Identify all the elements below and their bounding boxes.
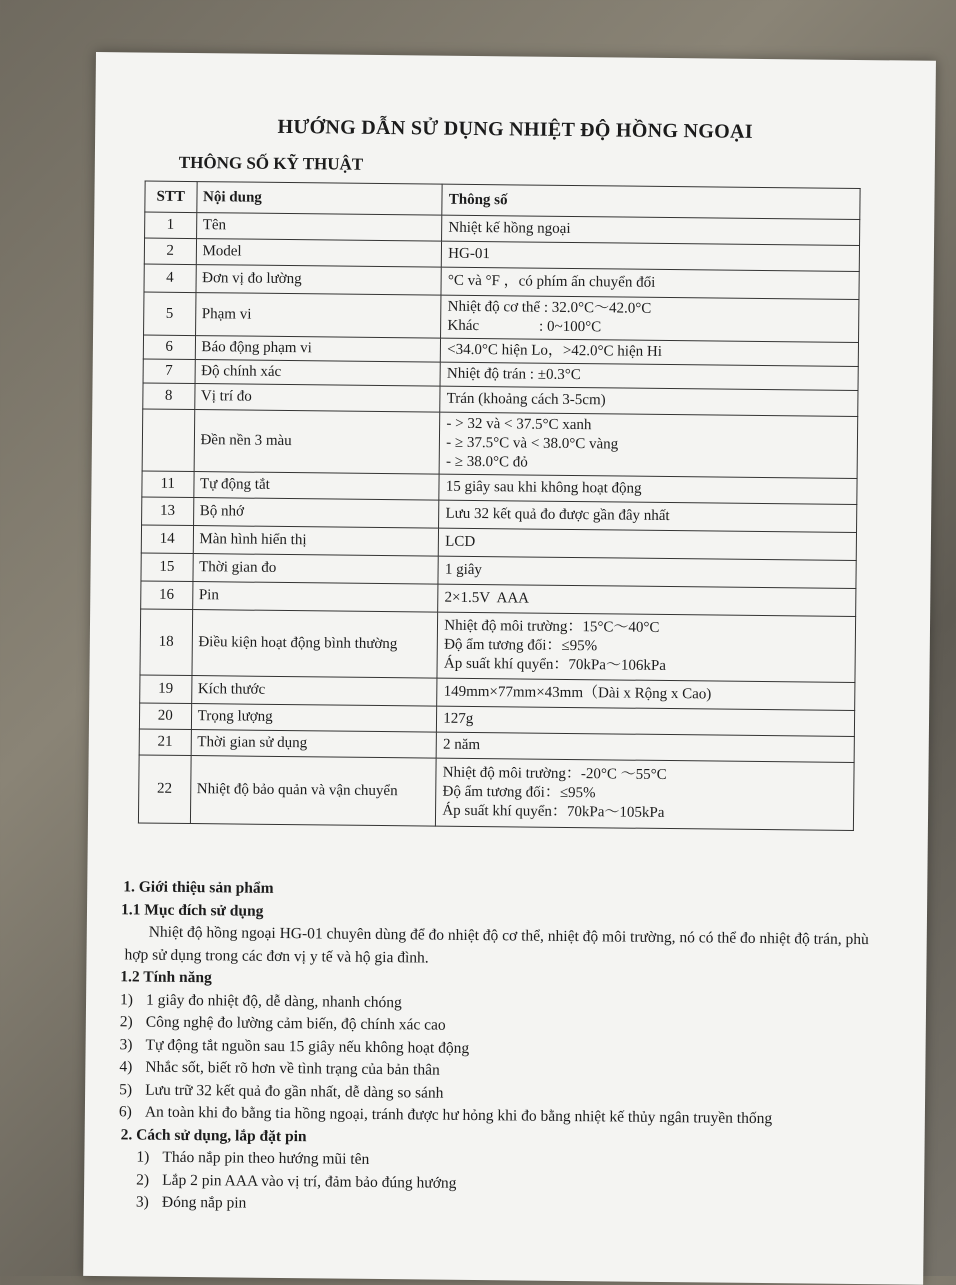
row-value <box>439 528 857 560</box>
row-value <box>441 267 859 299</box>
row-content: Vị trí đo <box>194 384 440 413</box>
row-value-line: HG-01 <box>448 245 490 263</box>
step-text: Tháo nắp pin theo hướng mũi tên <box>162 1148 370 1168</box>
row-stt: 18 <box>140 609 192 676</box>
features-heading: 1.2 Tính năng <box>120 968 212 987</box>
feature-number: 5) <box>119 1080 133 1098</box>
feature-text: Nhắc sốt, biết rõ hơn về tình trạng của bản thân <box>145 1058 440 1079</box>
feature-text: 1 giây đo nhiệt độ, dễ dàng, nhanh chóng <box>145 991 402 1011</box>
row-value-line: <34.0°C hiện Lo，>42.0°C hiện Hi <box>447 341 663 360</box>
row-content: Đơn vị đo lường <box>196 265 442 296</box>
row-content: Model <box>196 239 442 268</box>
row-value <box>439 412 857 478</box>
section-2-heading: 2. Cách sử dụng, lắp đặt pin <box>120 1125 307 1145</box>
row-stt: 2 <box>144 238 196 265</box>
document-body <box>118 876 881 1221</box>
row-value-line: Áp suất khí quyển：70kPa～105kPa <box>442 802 665 821</box>
row-value-line: Nhiệt độ môi trường：-20°C ～55°C <box>442 764 667 784</box>
row-stt: 14 <box>141 525 193 554</box>
row-stt: 19 <box>140 675 192 704</box>
step-text: Lắp 2 pin AAA vào vị trí, đảm bảo đúng hướng <box>162 1171 457 1192</box>
row-content: Màn hình hiển thị <box>193 526 439 557</box>
feature-text: Công nghệ đo lường cảm biến, độ chính xác cao <box>145 1013 446 1034</box>
row-value <box>437 678 855 710</box>
header-value: Thông số <box>442 184 860 219</box>
row-content: Trọng lượng <box>191 704 437 733</box>
row-content: Điều kiện hoạt động bình thường <box>192 610 438 679</box>
spec-table-row <box>138 755 854 830</box>
header-content: Nội dung <box>196 182 442 216</box>
row-content: Tự động tắt <box>193 472 439 501</box>
spec-table-body <box>138 212 859 830</box>
row-stt: 1 <box>145 212 197 239</box>
spec-table-row <box>144 292 859 342</box>
row-stt: 16 <box>141 581 193 610</box>
row-value <box>438 556 856 588</box>
row-content: Phạm vi <box>195 293 441 339</box>
section-1-heading: 1. Giới thiệu sản phẩm <box>123 878 274 897</box>
feature-text: Tự động tắt nguồn sau 15 giây nếu không hoạt động <box>145 1036 470 1057</box>
row-stt <box>142 409 194 472</box>
feature-number: 4) <box>119 1058 133 1076</box>
row-value <box>436 758 854 830</box>
row-value-line: 2 năm <box>442 736 481 754</box>
row-value-line: - ≥ 38.0°C đỏ <box>445 453 528 471</box>
row-stt: 15 <box>141 553 193 582</box>
step-number: 1) <box>136 1148 150 1166</box>
step-number: 2) <box>136 1170 150 1189</box>
row-stt: 11 <box>142 471 194 498</box>
spec-heading: THÔNG SỐ KỸ THUẬT <box>178 152 364 174</box>
row-content: Thời gian đo <box>193 554 439 585</box>
spec-table-row <box>140 609 856 682</box>
row-value-line: Nhiệt độ môi trường：15°C～40°C <box>444 617 660 636</box>
row-value-line: LCD <box>445 533 476 550</box>
row-value-line: 127g <box>443 710 474 727</box>
row-value-line: Nhiệt kế hồng ngoại <box>448 219 571 237</box>
feature-number: 2) <box>119 1013 133 1031</box>
row-content: Nhiệt độ bảo quản và vận chuyển <box>190 756 436 827</box>
spec-table-row <box>142 409 858 478</box>
row-value-line: °C và °F ，có phím ấn chuyển đổi <box>447 272 656 291</box>
features-list <box>119 989 880 1132</box>
row-value-line: Độ ẩm tương đối：≤95% <box>442 783 596 802</box>
row-stt: 13 <box>142 497 194 526</box>
row-content: Pin <box>192 582 438 613</box>
row-value-line: 2×1.5V AAA <box>444 589 530 607</box>
row-value-line: - ≥ 37.5°C và < 38.0°C vàng <box>446 434 619 453</box>
purpose-text: Nhiệt độ hồng ngoại HG-01 chuyên dùng để đo nhiệt độ cơ thể, nhiệt độ môi trường, nó có thể đo nhiệt độ trán, phù hợp sử dụng trong các đơn vị y tế và hộ gia đình. <box>124 923 869 967</box>
row-value-line: 149mm×77mm×43mm（Dài x Rộng x Cao) <box>443 683 712 703</box>
row-value-line: Áp suất khí quyển：70kPa～106kPa <box>443 655 667 675</box>
feature-number: 3) <box>119 1035 133 1053</box>
instruction-sheet <box>83 52 936 1285</box>
row-value <box>438 584 856 616</box>
row-stt: 7 <box>143 359 195 384</box>
row-value-line: - > 32 và < 37.5°C xanh <box>446 415 592 434</box>
row-value-line: 15 giây sau khi không hoạt động <box>445 478 642 497</box>
spec-table <box>138 181 861 831</box>
row-value-line: Nhiệt độ trán : ±0.3°C <box>446 365 581 384</box>
row-value-line: Lưu 32 kết quả đo được gần đây nhất <box>445 505 670 525</box>
row-stt: 22 <box>138 755 190 824</box>
header-stt: STT <box>145 181 197 213</box>
row-value-line: Độ ẩm tương đối：≤95% <box>444 636 598 655</box>
row-value-line: Khác : 0~100°C <box>447 317 602 336</box>
row-value-line: Nhiệt độ cơ thể : 32.0°C～42.0°C <box>447 298 652 317</box>
row-content: Báo động phạm vi <box>195 336 441 363</box>
row-stt: 5 <box>144 292 196 336</box>
row-content: Kích thước <box>191 676 437 707</box>
step-text: Đóng nắp pin <box>161 1193 247 1212</box>
row-value-line: Trán (khoảng cách 3-5cm) <box>446 390 606 409</box>
row-value-line: 1 giây <box>444 561 483 579</box>
feature-text: Lưu trữ 32 kết quả đo gần nhất, dễ dàng so sánh <box>145 1081 444 1102</box>
steps-list <box>118 1146 879 1221</box>
feature-number: 6) <box>118 1103 132 1121</box>
row-content: Tên <box>196 213 442 242</box>
step-number: 3) <box>135 1193 149 1211</box>
feature-text: An toàn khi đo bằng tia hồng ngoại, tránh được hư hỏng khi đo bằng nhiệt kế thủy ngân truyền thống <box>144 1103 773 1128</box>
feature-number: 1) <box>119 990 134 1008</box>
row-stt: 8 <box>143 383 195 410</box>
row-value <box>441 295 859 342</box>
row-stt: 4 <box>144 264 196 293</box>
row-value <box>439 500 857 532</box>
row-content: Thời gian sử dụng <box>191 730 437 759</box>
row-content: Bộ nhớ <box>193 498 439 529</box>
document-title: HƯỚNG DẪN SỬ DỤNG NHIỆT ĐỘ HỒNG NGOẠI <box>277 115 754 143</box>
row-content: Độ chính xác <box>195 360 441 387</box>
row-content: Đền nền 3 màu <box>194 410 440 475</box>
row-stt: 6 <box>143 335 195 360</box>
row-stt: 20 <box>139 703 191 730</box>
row-value <box>437 612 855 682</box>
row-stt: 21 <box>139 729 191 756</box>
purpose-heading: 1.1 Mục đích sử dụng <box>120 900 264 920</box>
